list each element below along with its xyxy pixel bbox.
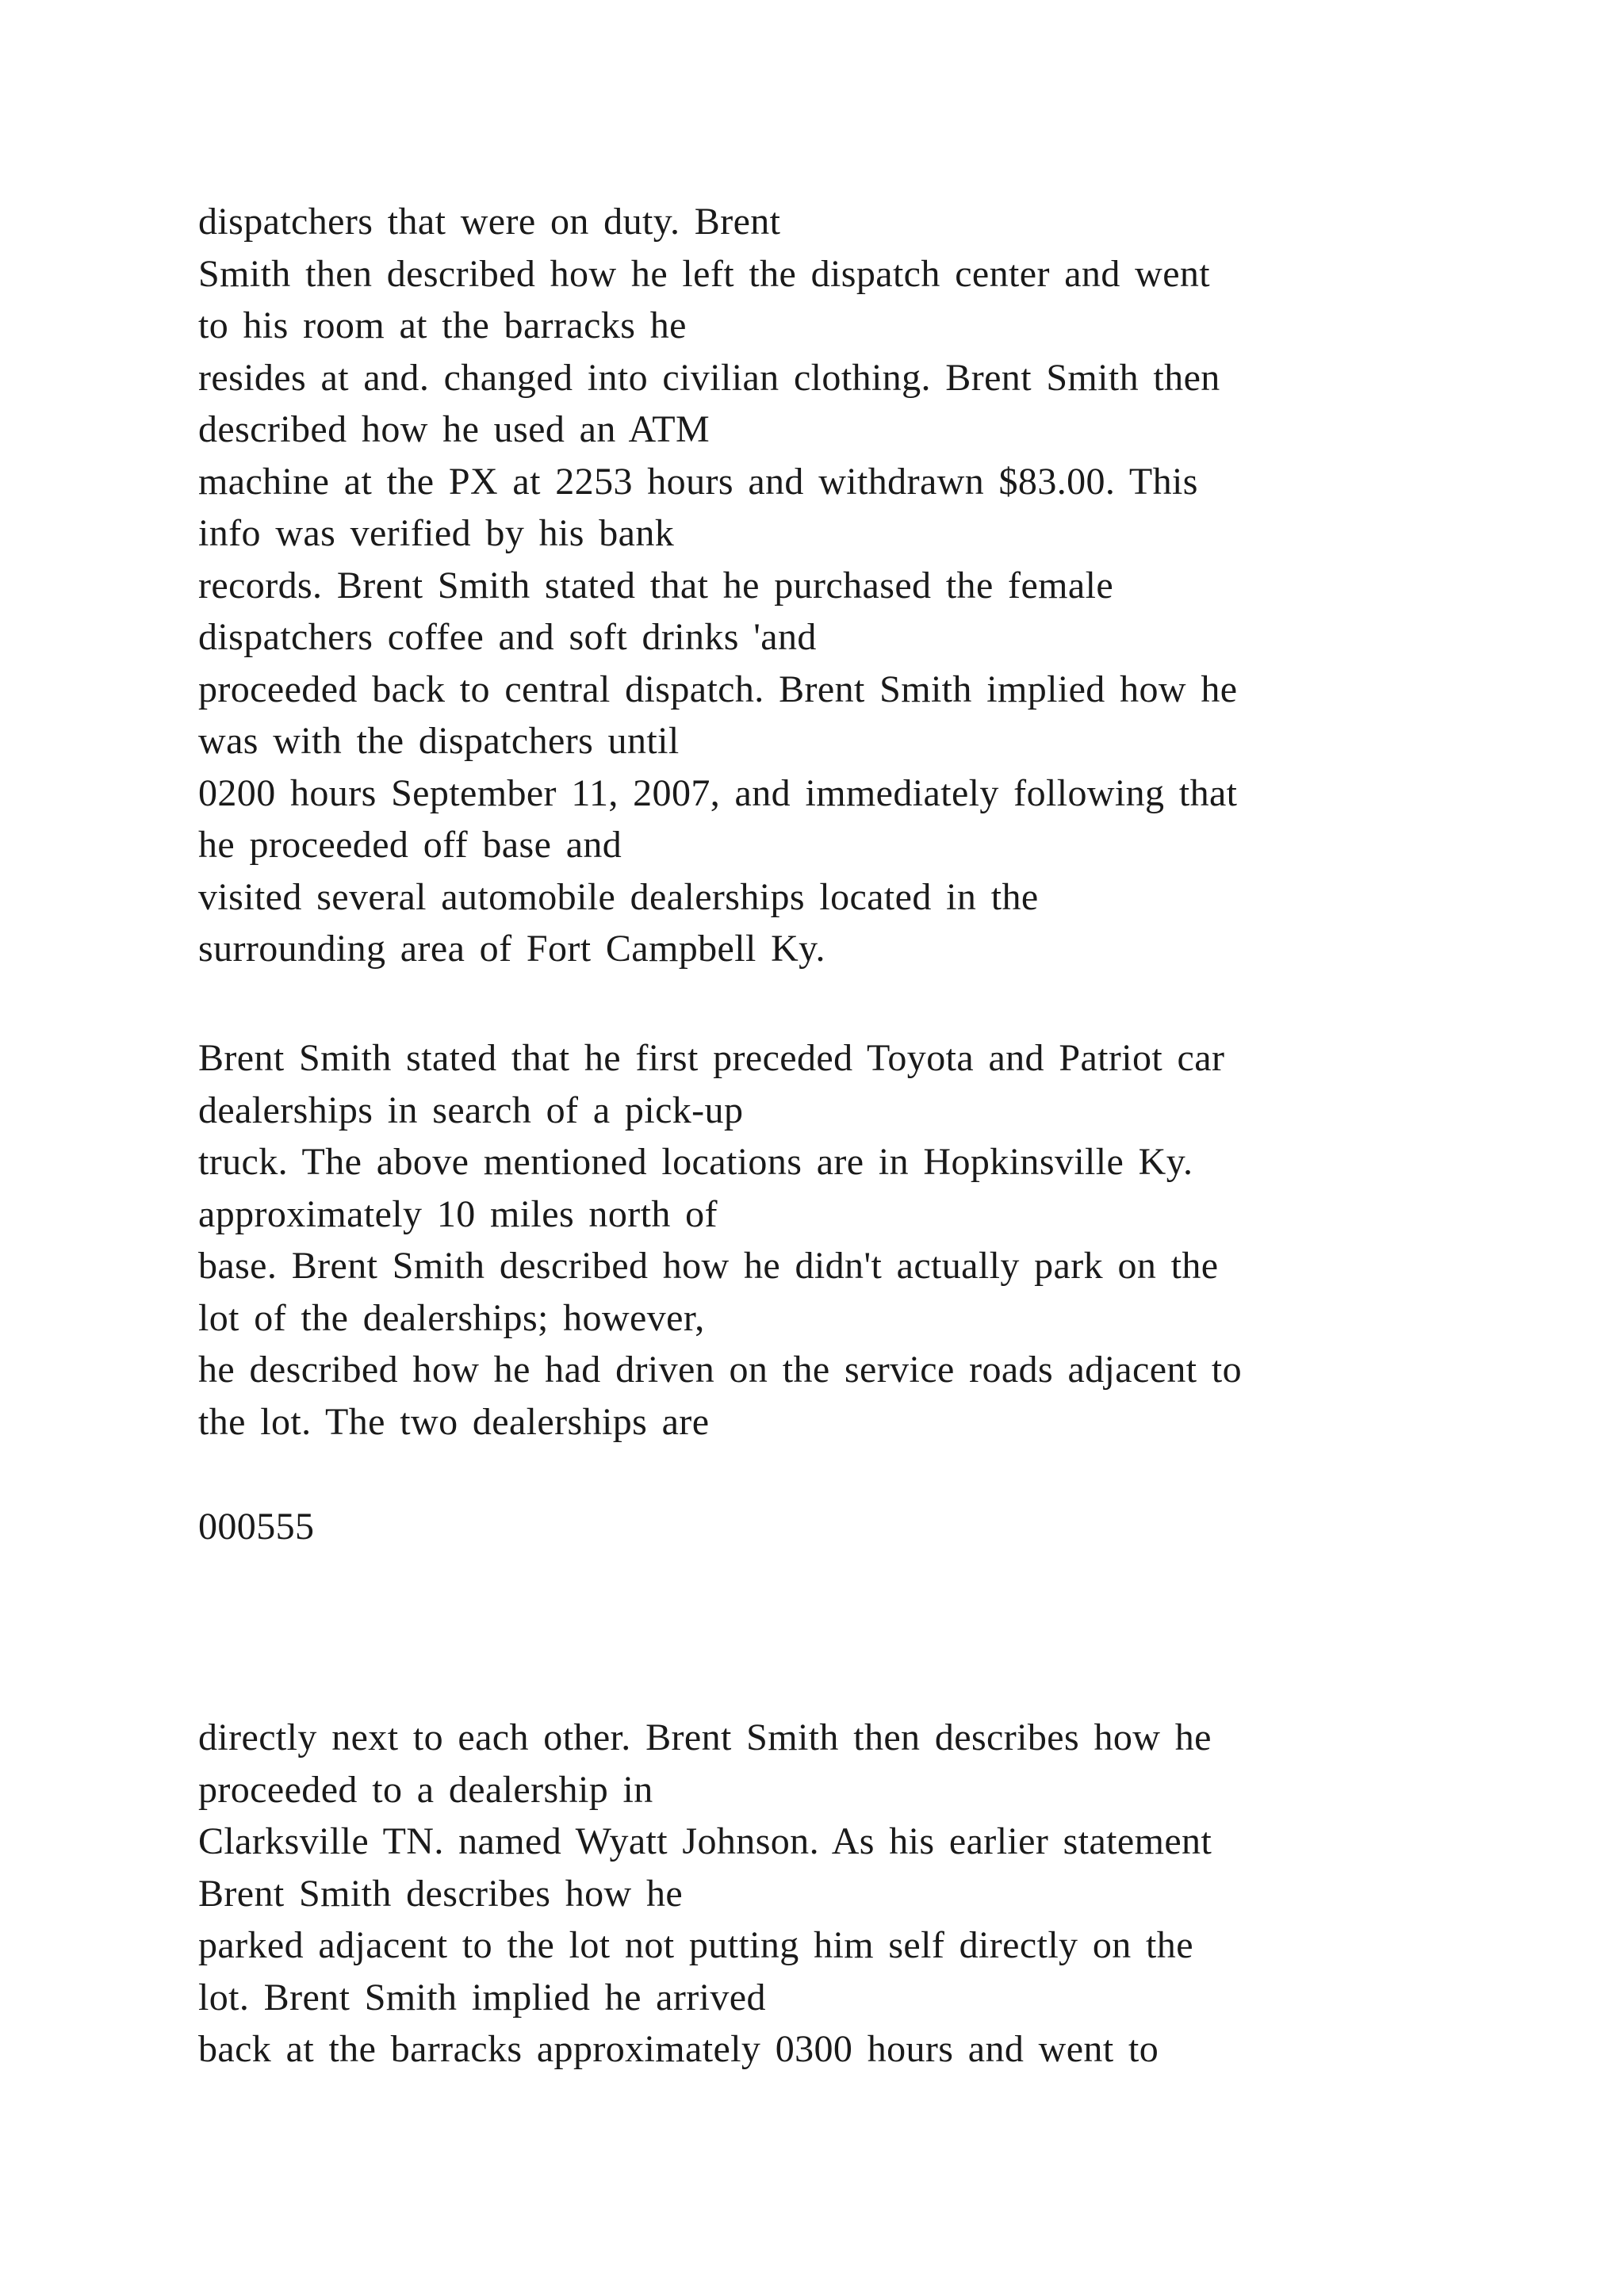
text-line: info was verified by his bank [198,512,675,554]
text-line: dealerships in search of a pick-up [198,1089,744,1131]
text-line: proceeded back to central dispatch. Brent Smith implied how he [198,668,1238,710]
text-line: base. Brent Smith described how he didn't actually park on the [198,1245,1219,1287]
text-line: approximately 10 miles north of [198,1192,718,1235]
page-number-text: 000555 [198,1506,315,1548]
text-line: he proceeded off base and [198,824,622,866]
text-line: the lot. The two dealerships are [198,1400,710,1443]
text-line: records. Brent Smith stated that he purchased the female [198,564,1114,607]
text-line: directly next to each other. Brent Smith then describes how he [198,1716,1212,1758]
text-line: dispatchers that were on duty. Brent [198,201,781,243]
text-line: visited several automobile dealerships located in the [198,875,1039,918]
text-line: parked adjacent to the lot not putting him self directly on the [198,1924,1193,1966]
text-line: surrounding area of Fort Campbell Ky. [198,928,825,970]
text-line: to his room at the barracks he [198,304,687,346]
paragraph-1 [198,196,1505,975]
text-line: Brent Smith describes how he [198,1872,684,1915]
text-line: Clarksville TN. named Wyatt Johnson. As his earlier statement [198,1820,1212,1862]
text-line: he described how he had driven on the service roads adjacent to [198,1349,1243,1391]
text-line: Smith then described how he left the dispatch center and went [198,252,1211,295]
text-line: dispatchers coffee and soft drinks 'and [198,616,817,658]
paragraph-2 [198,1032,1505,1448]
paragraph-3 [198,1712,1505,2076]
text-line: lot. Brent Smith implied he arrived [198,1976,766,2019]
page-number [198,1501,1505,1553]
text-line: was with the dispatchers until [198,720,680,762]
text-line: Brent Smith stated that he first preceded Toyota and Patriot car [198,1037,1225,1079]
text-line: proceeded to a dealership in [198,1768,653,1811]
text-line: truck. The above mentioned locations are in Hopkinsville Ky. [198,1141,1193,1183]
text-line: described how he used an ATM [198,408,710,450]
text-line: lot of the dealerships; however, [198,1296,705,1339]
text-line: machine at the PX at 2253 hours and withdrawn $83.00. This [198,460,1198,503]
text-line: 0200 hours September 11, 2007, and immediately following that [198,771,1238,814]
text-line: back at the barracks approximately 0300 hours and went to [198,2028,1159,2070]
text-line: resides at and. changed into civilian clothing. Brent Smith then [198,356,1220,399]
